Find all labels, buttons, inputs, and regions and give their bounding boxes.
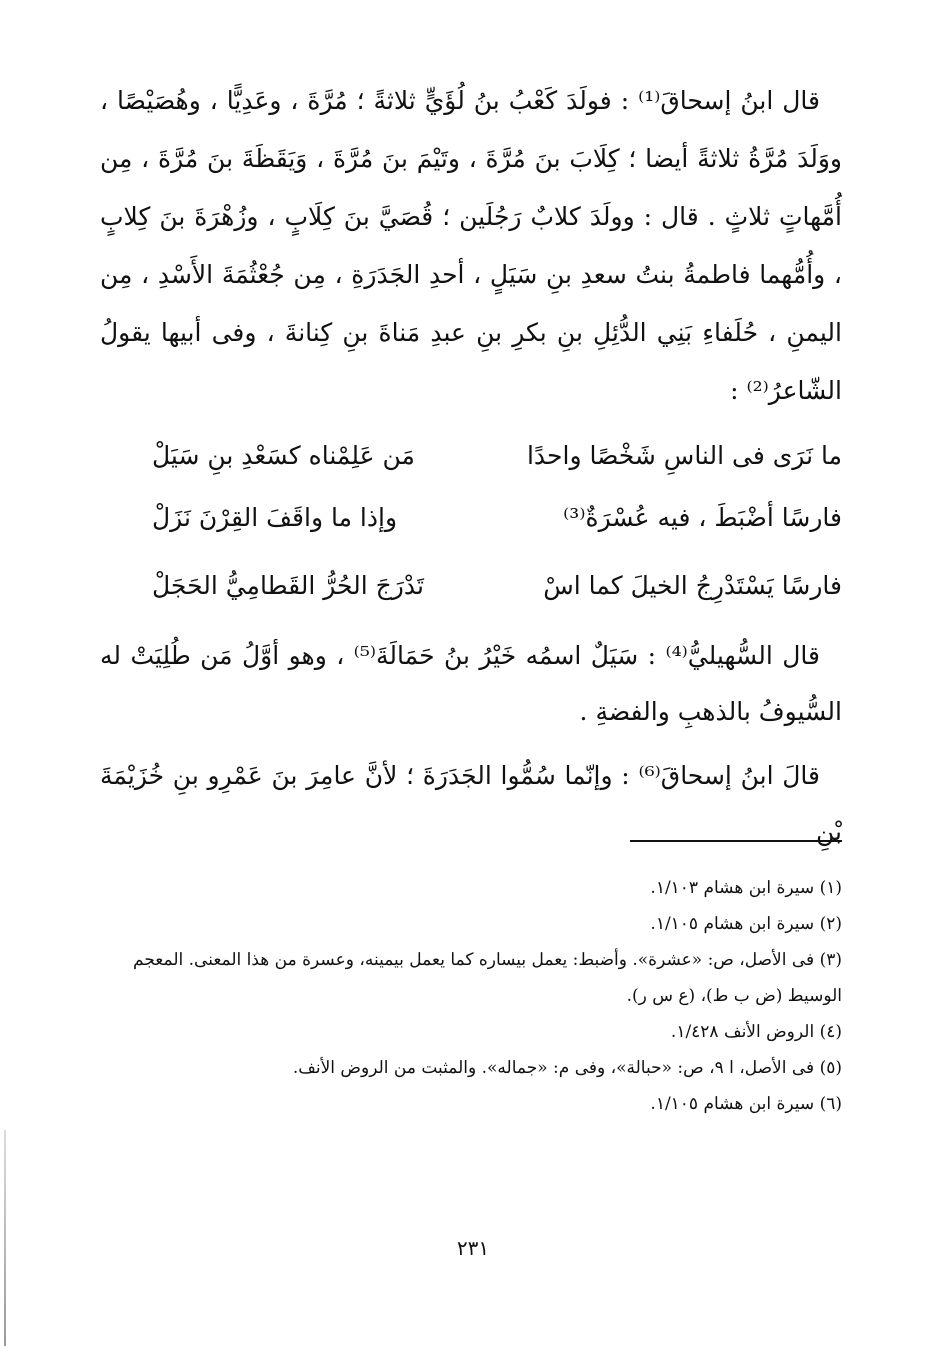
- verse-2-second-hemistich: وإذا ما واقَفَ القِرْنَ نَزَلْ: [152, 503, 398, 532]
- verse-3-second-hemistich: تَدْرَجَ الحُرُّ القَطامِيُّ الحَجَلْ: [152, 571, 424, 600]
- verse-2-first-hemistich: فارسًا أضْبَطَ ، فيه عُسْرَةٌ⁽³⁾: [563, 503, 842, 532]
- footnote-3: (٣) فى الأصل، ص: «عشرة». وأضبط: يعمل بيساره كما يعمل بيمينه، وعسرة من هذا المعنى. المعجم الوسيط (ض ب ط)، (ع س ر).: [133, 950, 842, 1006]
- verse-1-second-hemistich: مَن عَلِمْناه كسَعْدِ بنِ سَيَلْ: [152, 441, 415, 470]
- footnote-6: (٦) سيرة ابن هشام ١/١٠٥.: [650, 1094, 842, 1114]
- footnote-1: (١) سيرة ابن هشام ١/١٠٣.: [650, 878, 842, 898]
- footnote-4: (٤) الروض الأنف ١/٤٢٨.: [670, 1022, 842, 1042]
- scan-edge-mark: [4, 1130, 6, 1346]
- footnotes-block: [100, 870, 842, 1122]
- verse-1-first-hemistich: ما نَرَى فى الناسِ شَخْصًا واحدًا: [526, 441, 842, 470]
- paragraph-suhayli: قال السُّهيليُّ⁽⁴⁾ : سَيَلٌ اسمُه خَيْرُ بنُ حَمَالَةَ⁽⁵⁾ ، وهو أوَّلُ مَن طُلِيَتْ له السُّيوفُ بالذهبِ والفضةِ .: [100, 641, 842, 726]
- poem-verse-3: [152, 564, 842, 608]
- paragraph-ibn-ishaq-lineage: قال ابنُ إسحاقَ⁽¹⁾ : فولَدَ كَعْبُ بنُ لُؤَيٍّ ثلاثةً ؛ مُرَّةَ ، وعَدِيًّا ، وهُصَيْصًا ، ووَلَدَ مُرَّةُ ثلاثةً أيضا ؛ كِلَابَ بنَ مُرَّةَ ، وتَيْمَ بنَ مُرَّةَ ، وَيَقَظَةَ بنَ مُرَّةَ ، مِن أُمَّهاتٍ ثلاثٍ . قال : وولَدَ كلابٌ رَجُلَين ؛ قُصَيَّ بنَ كِلَابٍ ، وزُهْرَةَ بنَ كِلابٍ ، وأُمُّهما فاطمةُ بنتُ سعدِ بنِ سَيَلٍ ، أحدِ الجَدَرَةِ ، مِن جُعْثُمَةَ الأَسْدِ ، مِن اليمنِ ، حُلَفاءِ بَنِي الدُّئِلِ بنِ بكرِ بنِ عبدِ مَناةَ بنِ كِنانةَ ، وفى أبيها يقولُ الشّاعرُ⁽²⁾ :: [100, 86, 842, 405]
- footnote-5: (٥) فى الأصل، ا ٩، ص: «حبالة»، وفى م: «جماله». والمثبت من الروض الأنف.: [292, 1058, 842, 1078]
- main-text-block: [100, 72, 842, 420]
- poem-verse-1: [152, 434, 842, 478]
- footnote-2: (٢) سيرة ابن هشام ١/١٠٥.: [650, 914, 842, 934]
- footnote-separator: [630, 840, 842, 842]
- poem-verse-2: [152, 496, 842, 540]
- verse-3-first-hemistich: فارسًا يَسْتَدْرِجُ الخيلَ كما اسْ: [543, 571, 842, 600]
- page-number: ٢٣١: [456, 1236, 490, 1260]
- paragraph-ibn-ishaq-jadara: قالَ ابنُ إسحاقَ⁽⁶⁾ : وإنّما سُمُّوا الجَدَرَةَ ؛ لأنَّ عامِرَ بنَ عَمْرِو بنِ خُزَيْمَةَ بْنِ: [100, 761, 842, 846]
